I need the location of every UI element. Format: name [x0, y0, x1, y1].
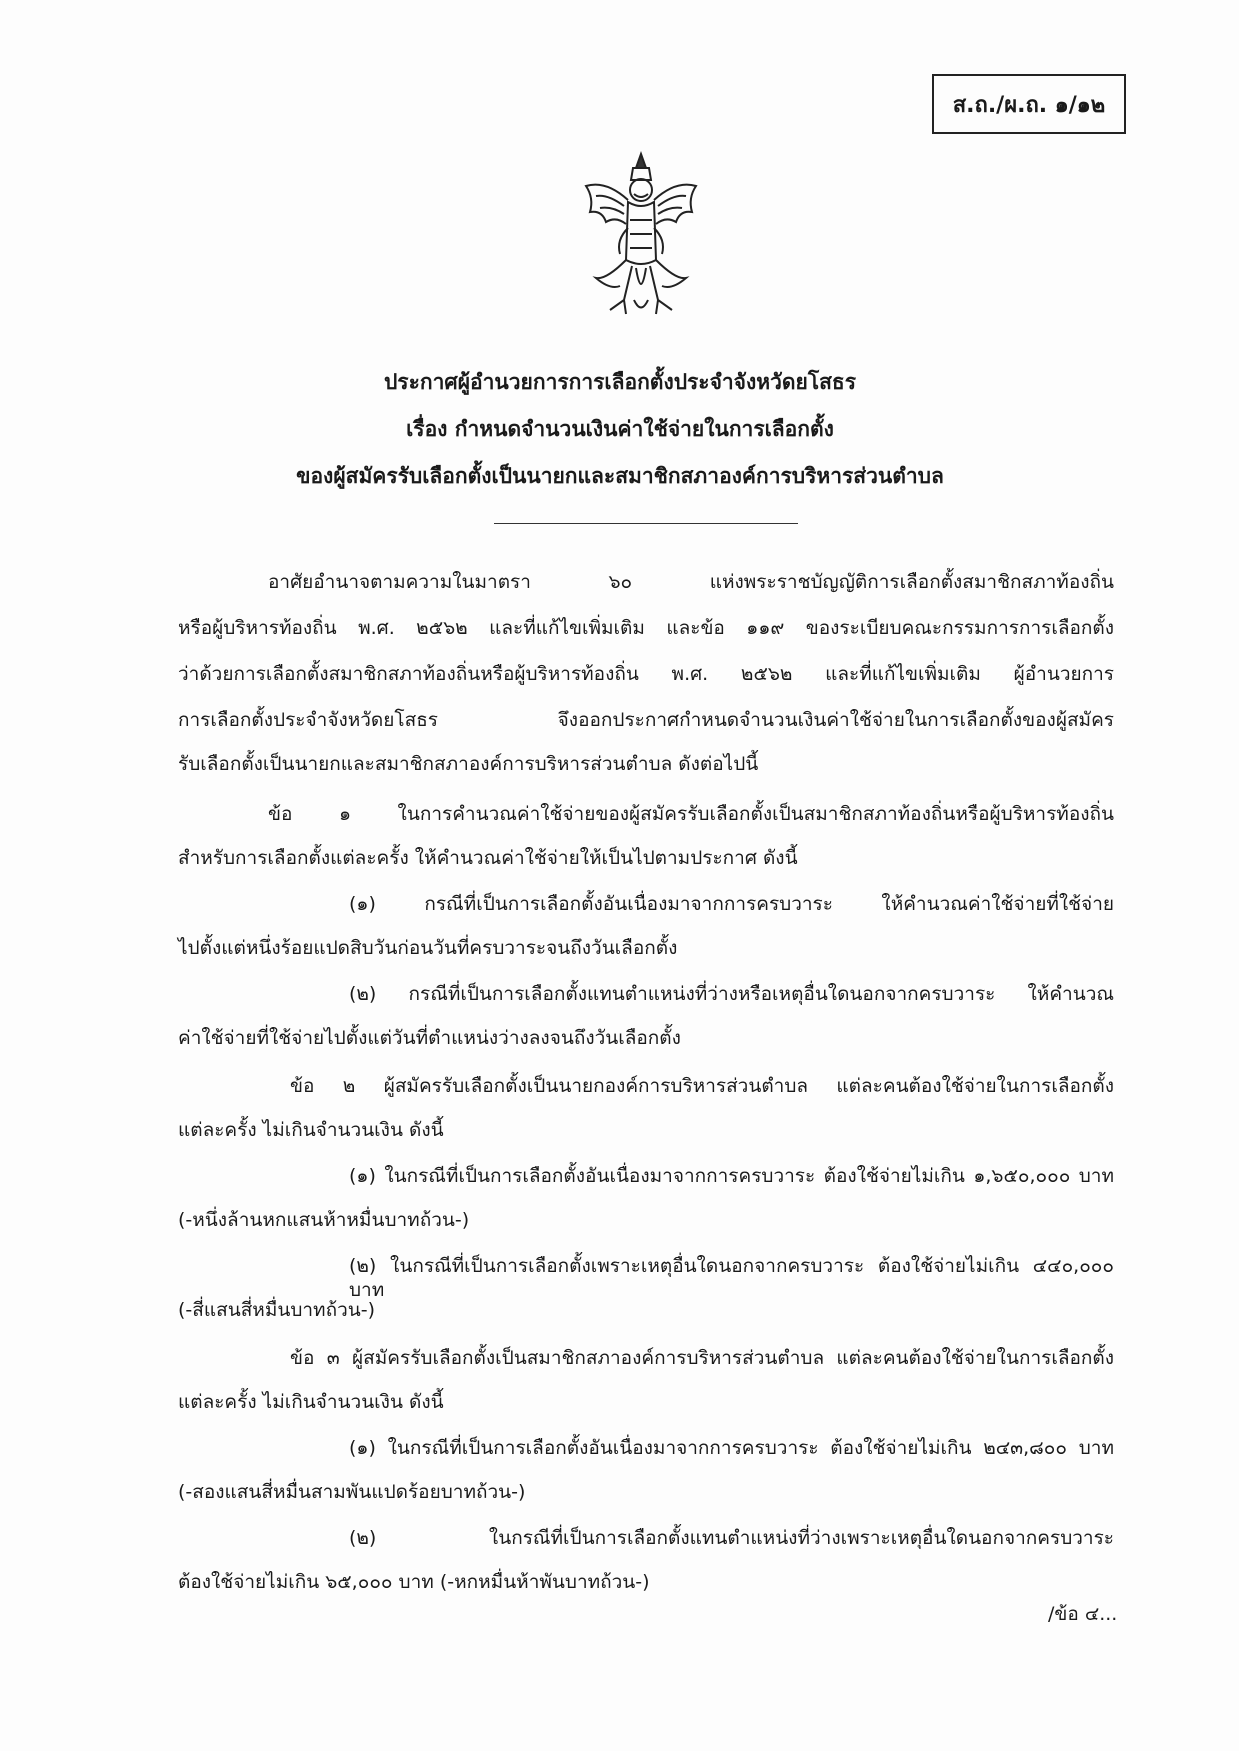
clause-2-line: แต่ละครั้ง ไม่เกินจำนวนเงิน ดังนี้ [178, 1119, 444, 1141]
clause-2-item-2: (๒) ในกรณีที่เป็นการเลือกตั้งเพราะเหตุอื่นใดนอกจากครบวาระ ต้องใช้จ่ายไม่เกิน ๔๔๐,๐๐๐ บาท [349, 1255, 1114, 1301]
preamble-line: ว่าด้วยการเลือกตั้งสมาชิกสภาท้องถิ่นหรือผู้บริหารท้องถิ่น พ.ศ. ๒๕๖๒ และที่แก้ไขเพิ่มเติม ผู้อำนวยการ [178, 663, 1114, 685]
clause-3-item-1: (๑) ในกรณีที่เป็นการเลือกตั้งอันเนื่องมาจากการครบวาระ ต้องใช้จ่ายไม่เกิน ๒๔๓,๘๐๐ บาท [349, 1437, 1114, 1459]
announcement-subject-continued: ของผู้สมัครรับเลือกตั้งเป็นนายกและสมาชิกสภาองค์การบริหารส่วนตำบล [296, 464, 944, 488]
garuda-emblem-icon [576, 150, 706, 325]
clause-1-item-1: (๑) กรณีที่เป็นการเลือกตั้งอันเนื่องมาจากการครบวาระ ให้คำนวณค่าใช้จ่ายที่ใช้จ่าย [349, 893, 1114, 915]
preamble-line: หรือผู้บริหารท้องถิ่น พ.ศ. ๒๕๖๒ และที่แก้ไขเพิ่มเติม และข้อ ๑๑๙ ของระเบียบคณะกรรมการการเลือกตั้ง [178, 617, 1114, 639]
clause-3-line: ข้อ ๓ ผู้สมัครรับเลือกตั้งเป็นสมาชิกสภาองค์การบริหารส่วนตำบล แต่ละคนต้องใช้จ่ายในการเลือกตั้ง [290, 1347, 1114, 1369]
clause-3-item-2: (๒) ในกรณีที่เป็นการเลือกตั้งแทนตำแหน่งที่ว่างเพราะเหตุอื่นใดนอกจากครบวาระ [349, 1527, 1114, 1549]
clause-2-item-1-amount-words: (-หนึ่งล้านหกแสนห้าหมื่นบาทถ้วน-) [178, 1209, 470, 1231]
title-divider [494, 523, 798, 524]
clause-3-item-2-continued: ต้องใช้จ่ายไม่เกิน ๖๕,๐๐๐ บาท (-หกหมื่นห้าพันบาทถ้วน-) [178, 1571, 650, 1593]
preamble-line: อาศัยอำนาจตามความในมาตรา ๖๐ แห่งพระราชบัญญัติการเลือกตั้งสมาชิกสภาท้องถิ่น [268, 571, 1114, 593]
clause-1-line: สำหรับการเลือกตั้งแต่ละครั้ง ให้คำนวณค่าใช้จ่ายให้เป็นไปตามประกาศ ดังนี้ [178, 847, 798, 869]
clause-2-item-1: (๑) ในกรณีที่เป็นการเลือกตั้งอันเนื่องมาจากการครบวาระ ต้องใช้จ่ายไม่เกิน ๑,๖๕๐,๐๐๐ บาท [349, 1165, 1114, 1187]
clause-1-line: ข้อ ๑ ในการคำนวณค่าใช้จ่ายของผู้สมัครรับเลือกตั้งเป็นสมาชิกสภาท้องถิ่นหรือผู้บริหารท้องถิ่น [268, 803, 1114, 825]
announcement-subject: เรื่อง กำหนดจำนวนเงินค่าใช้จ่ายในการเลือกตั้ง [406, 417, 834, 441]
clause-1-item-2-continued: ค่าใช้จ่ายที่ใช้จ่ายไปตั้งแต่วันที่ตำแหน่งว่างลงจนถึงวันเลือกตั้ง [178, 1027, 681, 1049]
announcement-title: ประกาศผู้อำนวยการการเลือกตั้งประจำจังหวัดยโสธร [383, 370, 857, 394]
preamble-line: รับเลือกตั้งเป็นนายกและสมาชิกสภาองค์การบริหารส่วนตำบล ดังต่อไปนี้ [178, 753, 759, 775]
document-code-box: ส.ถ./ผ.ถ. ๑/๑๒ [932, 74, 1126, 134]
clause-3-line: แต่ละครั้ง ไม่เกินจำนวนเงิน ดังนี้ [178, 1391, 444, 1413]
preamble-line: การเลือกตั้งประจำจังหวัดยโสธร จึงออกประกาศกำหนดจำนวนเงินค่าใช้จ่ายในการเลือกตั้งของผู้สมัคร [178, 709, 1114, 731]
next-page-reference: /ข้อ ๔... [1048, 1603, 1118, 1625]
clause-1-item-1-continued: ไปตั้งแต่หนึ่งร้อยแปดสิบวันก่อนวันที่ครบวาระจนถึงวันเลือกตั้ง [178, 937, 678, 959]
clause-1-item-2: (๒) กรณีที่เป็นการเลือกตั้งแทนตำแหน่งที่ว่างหรือเหตุอื่นใดนอกจากครบวาระ ให้คำนวณ [349, 983, 1114, 1005]
clause-2-item-2-amount-words: (-สี่แสนสี่หมื่นบาทถ้วน-) [178, 1299, 376, 1321]
clause-2-line: ข้อ ๒ ผู้สมัครรับเลือกตั้งเป็นนายกองค์การบริหารส่วนตำบล แต่ละคนต้องใช้จ่ายในการเลือกตั้ง [290, 1075, 1114, 1097]
clause-3-item-1-amount-words: (-สองแสนสี่หมื่นสามพันแปดร้อยบาทถ้วน-) [178, 1481, 526, 1503]
